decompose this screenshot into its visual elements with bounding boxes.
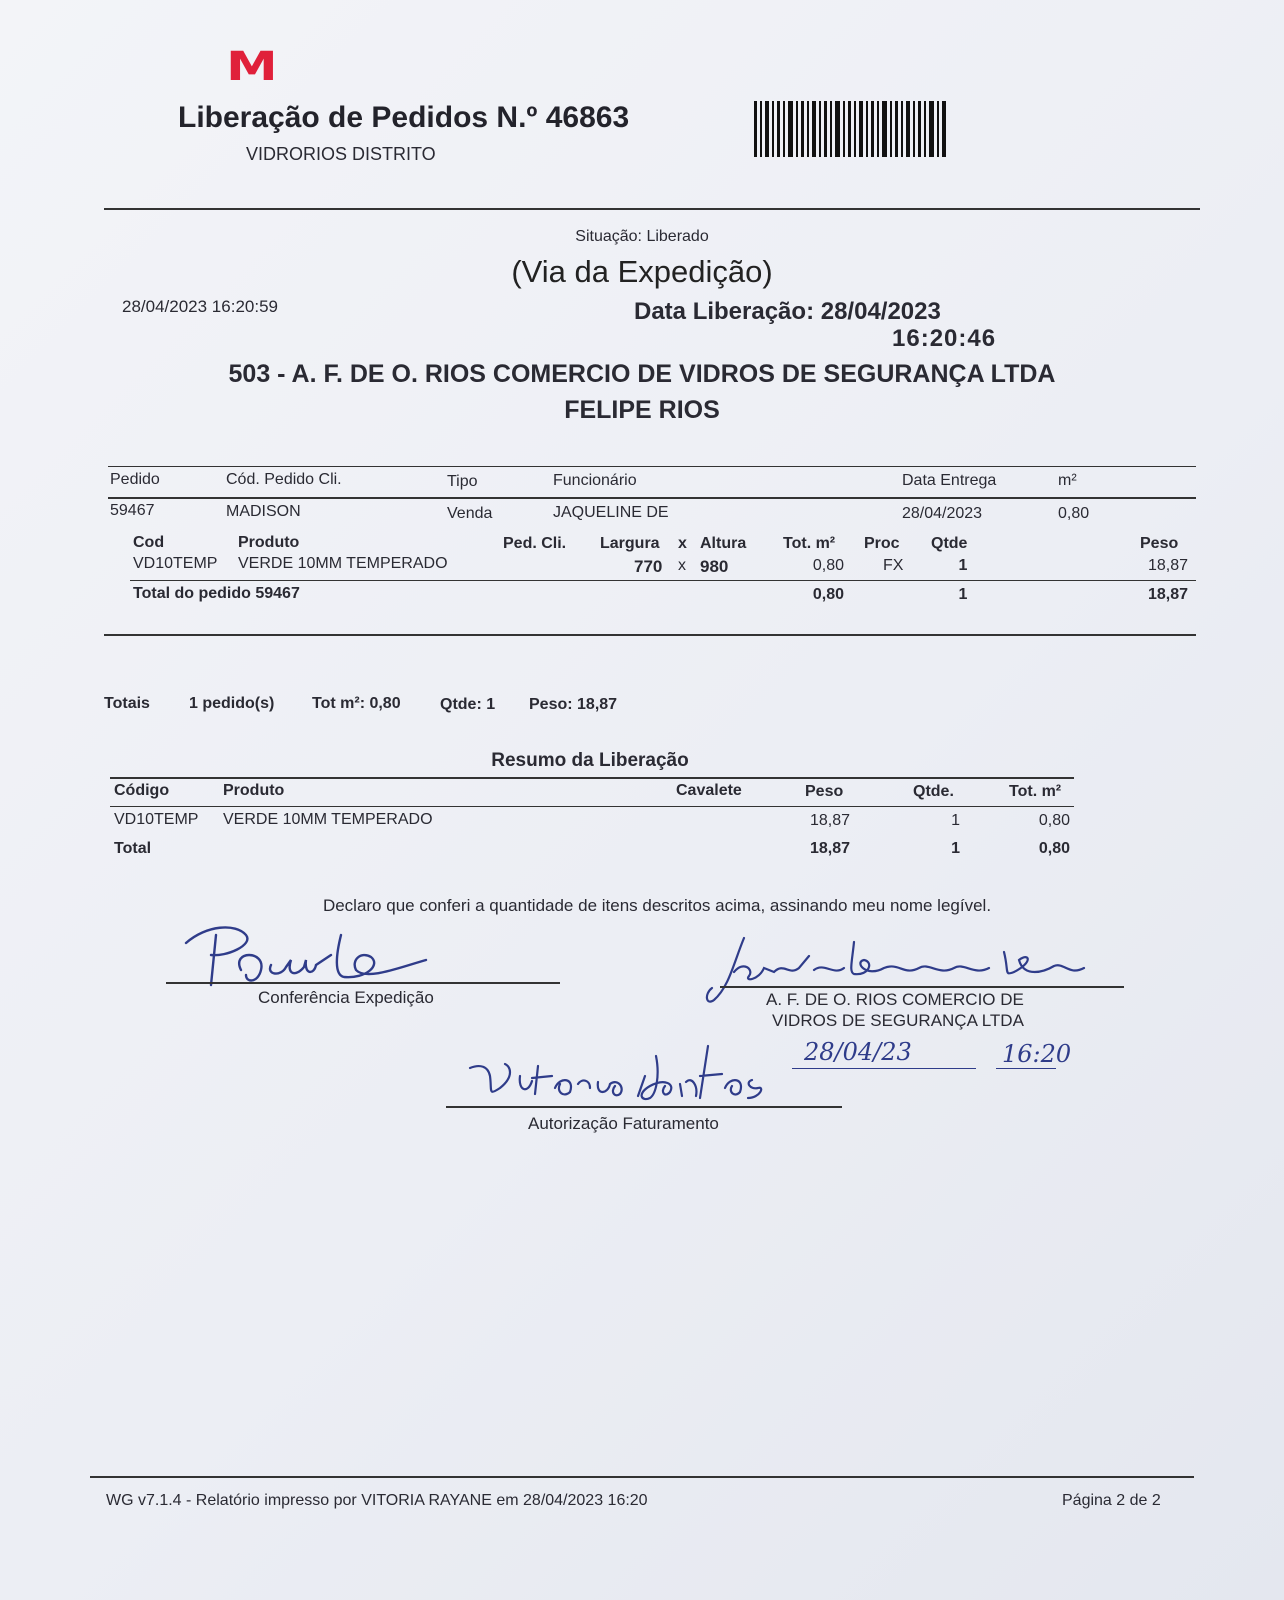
document-title: Liberação de Pedidos N.º 46863 (178, 101, 630, 134)
resumo-tot-m2: 0,80 (1038, 812, 1070, 829)
resumo-total-tot-m2: 0,80 (1038, 840, 1070, 857)
resumo-header-tot-m2: Tot. m² (1009, 783, 1062, 800)
resumo-header-rule (110, 806, 1074, 807)
resumo-total-label: Total (114, 840, 152, 857)
item-largura: 770 (634, 557, 663, 576)
resumo-total-peso: 18,87 (809, 840, 850, 857)
order-total-qtde: 1 (958, 586, 968, 603)
item-header-proc: Proc (864, 535, 900, 552)
item-header-qtde: Qtde (931, 535, 968, 552)
company-logo: M (226, 44, 276, 90)
signature-label-conferencia: Conferência Expedição (258, 988, 434, 1007)
release-date: Data Liberação: 28/04/2023 (634, 298, 941, 325)
footer-page-number: Página 2 de 2 (1062, 1492, 1161, 1509)
item-produto: VERDE 10MM TEMPERADO (238, 555, 448, 572)
totals-tot-m2: Tot m²: 0,80 (312, 695, 401, 712)
status-situacao: Situação: Liberado (575, 228, 709, 245)
table-header-rule (108, 497, 1196, 499)
item-cod: VD10TEMP (133, 555, 218, 572)
order-m2: 0,80 (1058, 505, 1090, 522)
handwritten-date-underline (792, 1068, 976, 1069)
via-label: (Via da Expedição) (511, 254, 773, 289)
signature-line-autorizacao (446, 1106, 842, 1108)
resumo-produto: VERDE 10MM TEMPERADO (223, 811, 433, 828)
item-total-rule (130, 580, 1196, 581)
signature-label-client-line2: VIDROS DE SEGURANÇA LTDA (772, 1011, 1024, 1030)
col-header-data-entrega: Data Entrega (902, 472, 997, 489)
handwritten-time: 16:20 (1002, 1040, 1072, 1068)
totals-label: Totais (104, 695, 150, 712)
col-header-tipo: Tipo (447, 473, 478, 490)
order-total-peso: 18,87 (1147, 586, 1188, 603)
order-total-label: Total do pedido 59467 (133, 585, 300, 602)
order-section-divider (104, 634, 1196, 636)
footer-print-info: WG v7.1.4 - Relatório impresso por VITORIA RAYANE em 28/04/2023 16:20 (106, 1492, 648, 1509)
resumo-header-produto: Produto (223, 782, 285, 799)
handwritten-date: 28/04/23 (804, 1038, 912, 1066)
resumo-header-cavalete: Cavalete (676, 782, 742, 799)
declaration-text: Declaro que conferi a quantidade de itens descritos acima, assinando meu nome legível. (322, 896, 992, 915)
order-data-entrega: 28/04/2023 (902, 505, 983, 522)
order-cod-pedido-cli: MADISON (226, 503, 301, 520)
header-divider (104, 208, 1200, 210)
resumo-top-rule (110, 777, 1074, 779)
signature-label-autorizacao: Autorização Faturamento (528, 1114, 719, 1133)
item-x: x (678, 557, 686, 574)
item-altura: 980 (700, 557, 729, 576)
item-peso: 18,87 (1147, 557, 1188, 574)
signature-line-client (720, 986, 1124, 988)
item-header-ped-cli: Ped. Cli. (503, 535, 567, 552)
item-tot-m2: 0,80 (812, 557, 844, 574)
company-short-name: VIDRORIOS DISTRITO (246, 144, 436, 164)
print-timestamp: 28/04/2023 16:20:59 (122, 297, 278, 316)
order-total-tot-m2: 0,80 (812, 586, 844, 603)
release-time: 16:20:46 (892, 325, 997, 352)
col-header-pedido: Pedido (110, 471, 160, 488)
order-tipo: Venda (447, 505, 493, 522)
item-header-tot-m2: Tot. m² (783, 535, 836, 552)
resumo-header-qtde: Qtde. (913, 783, 954, 800)
signature-label-client-line1: A. F. DE O. RIOS COMERCIO DE (766, 990, 1024, 1009)
totals-peso: Peso: 18,87 (529, 696, 618, 713)
customer-company: 503 - A. F. DE O. RIOS COMERCIO DE VIDROS DE SEGURANÇA LTDA (228, 360, 1056, 388)
handwritten-time-underline (996, 1068, 1056, 1069)
resumo-header-codigo: Código (114, 782, 170, 799)
resumo-header-peso: Peso (805, 783, 844, 800)
resumo-title: Resumo da Liberação (491, 750, 689, 771)
resumo-peso: 18,87 (809, 812, 850, 829)
totals-qtde: Qtde: 1 (440, 696, 496, 713)
resumo-qtde: 1 (951, 812, 960, 829)
col-header-funcionario: Funcionário (553, 472, 637, 489)
customer-contact: FELIPE RIOS (564, 396, 720, 424)
totals-pedidos: 1 pedido(s) (189, 695, 275, 712)
item-header-x: x (678, 535, 687, 552)
order-funcionario: JAQUELINE DE (553, 504, 669, 521)
item-proc: FX (883, 557, 904, 574)
item-header-altura: Altura (700, 535, 747, 552)
signature-line-conferencia (166, 982, 560, 984)
footer-divider (90, 1476, 1194, 1478)
resumo-codigo: VD10TEMP (114, 811, 199, 828)
item-header-produto: Produto (238, 534, 300, 551)
order-pedido: 59467 (110, 502, 155, 519)
col-header-m2: m² (1058, 472, 1077, 489)
table-top-rule (108, 466, 1196, 467)
signature-autorizacao (460, 1036, 770, 1116)
item-header-peso: Peso (1140, 535, 1179, 552)
item-header-largura: Largura (600, 535, 660, 552)
item-header-cod: Cod (133, 534, 165, 551)
resumo-total-qtde: 1 (951, 840, 960, 857)
barcode-icon (754, 101, 949, 157)
col-header-cod-pedido-cli: Cód. Pedido Cli. (226, 471, 342, 488)
item-qtde: 1 (958, 557, 968, 574)
